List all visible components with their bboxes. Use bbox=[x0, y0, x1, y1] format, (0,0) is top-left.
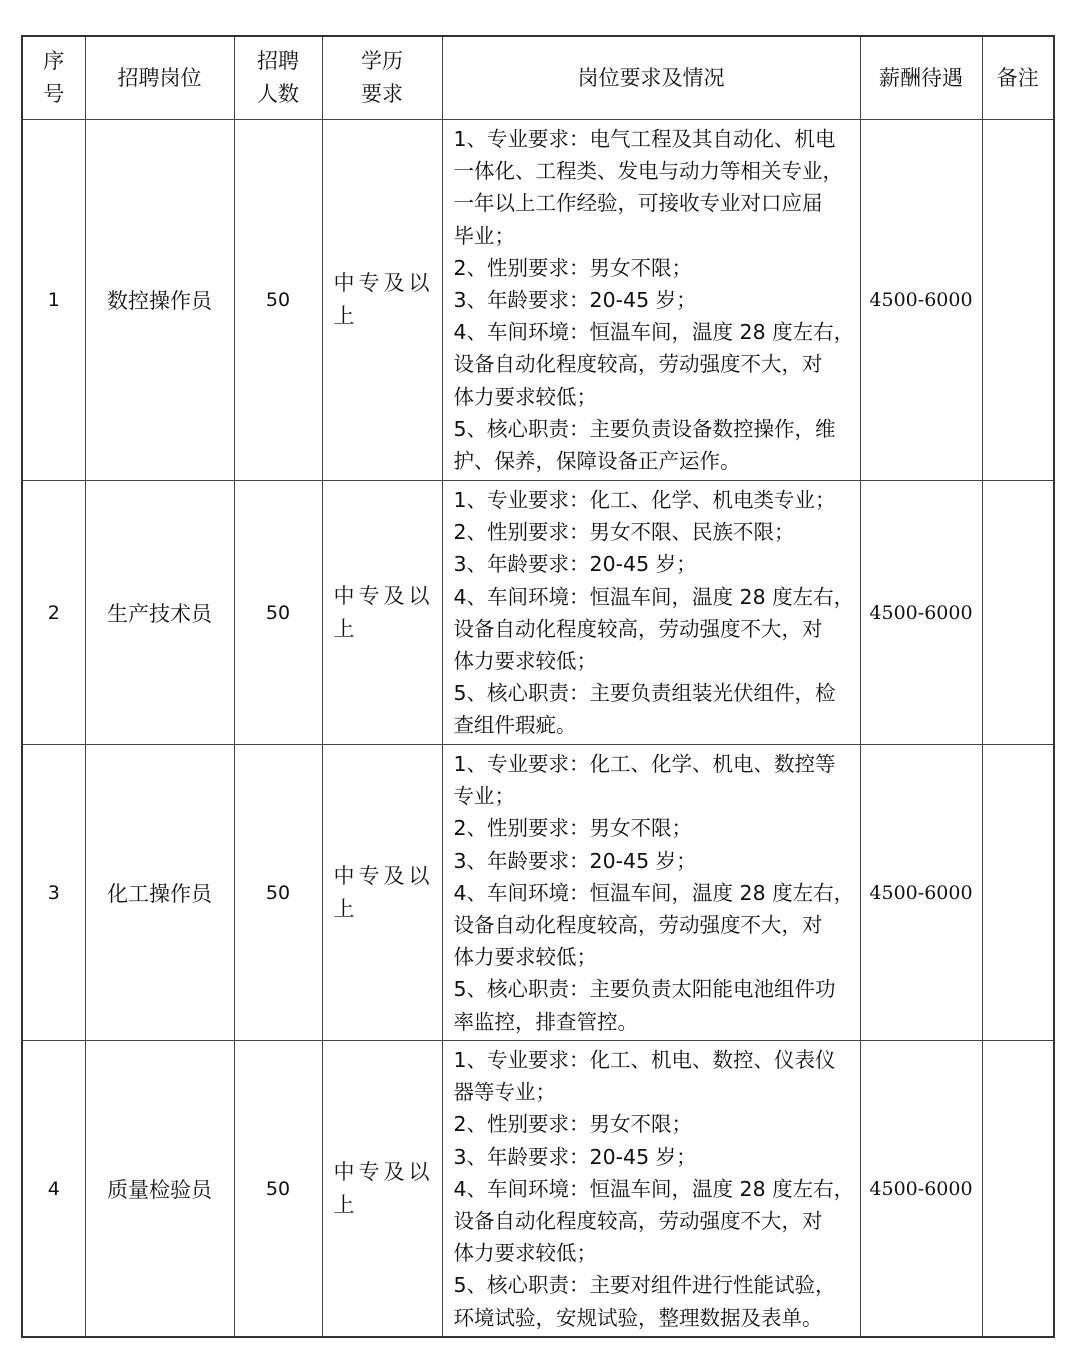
requirement-line: 2、性别要求：男女不限； bbox=[453, 816, 693, 841]
header-education-line: 学历 bbox=[361, 49, 403, 73]
requirement-line: 环境试验，安规试验，整理数据及表单。 bbox=[453, 1305, 823, 1330]
requirement-line: 1、专业要求：电气工程及其自动化、机电 bbox=[453, 127, 836, 151]
education-line: 中专及以 bbox=[333, 863, 434, 888]
header-position: 招聘岗位 bbox=[85, 36, 234, 120]
requirement-line: 5、核心职责：主要负责组装光伏组件，检 bbox=[453, 681, 836, 706]
row-salary: 4500-6000 bbox=[860, 481, 982, 745]
row-remark bbox=[982, 120, 1054, 481]
row-count: 50 bbox=[234, 745, 322, 1041]
row-position: 化工操作员 bbox=[85, 745, 234, 1041]
row-position: 质量检验员 bbox=[85, 1041, 234, 1338]
requirement-line: 3、年龄要求：20-45 岁； bbox=[453, 848, 697, 873]
header-seq-line: 号 bbox=[43, 82, 65, 106]
table-row bbox=[22, 481, 1054, 745]
education-line: 中专及以 bbox=[333, 271, 434, 295]
requirement-line: 2、性别要求：男女不限； bbox=[453, 1112, 693, 1137]
row-requirements bbox=[442, 481, 860, 745]
table-row bbox=[22, 1041, 1054, 1338]
row-seq: 2 bbox=[22, 481, 85, 745]
requirement-line: 1、专业要求：化工、机电、数控、仪表仪 bbox=[453, 1048, 836, 1072]
recruitment-table bbox=[21, 35, 1055, 1338]
requirement-line: 3、年龄要求：20-45 岁； bbox=[453, 552, 697, 577]
requirement-line: 设备自动化程度较高，劳动强度不大，对 bbox=[453, 616, 823, 641]
row-remark bbox=[982, 1041, 1054, 1338]
header-remark: 备注 bbox=[982, 36, 1054, 120]
header-seq bbox=[22, 36, 85, 120]
education-line: 上 bbox=[333, 616, 359, 641]
requirement-line: 4、车间环境：恒温车间，温度 28 度左右， bbox=[453, 320, 855, 345]
education-line: 上 bbox=[333, 304, 359, 328]
requirement-line: 2、性别要求：男女不限、民族不限； bbox=[453, 520, 795, 545]
education-line: 上 bbox=[333, 1192, 359, 1217]
row-education bbox=[322, 1041, 442, 1338]
education-line: 上 bbox=[333, 896, 359, 921]
header-salary: 薪酬待遇 bbox=[860, 36, 982, 120]
requirement-line: 毕业； bbox=[453, 223, 515, 248]
table-row bbox=[22, 745, 1054, 1041]
row-count: 50 bbox=[234, 120, 322, 481]
row-count: 50 bbox=[234, 481, 322, 745]
row-count: 50 bbox=[234, 1041, 322, 1338]
requirement-line: 5、核心职责：主要负责太阳能电池组件功 bbox=[453, 977, 836, 1002]
requirement-line: 5、核心职责：主要对组件进行性能试验， bbox=[453, 1273, 836, 1298]
row-requirements bbox=[442, 745, 860, 1041]
header-education bbox=[322, 36, 442, 120]
row-salary: 4500-6000 bbox=[860, 1041, 982, 1338]
header-requirements: 岗位要求及情况 bbox=[442, 36, 860, 120]
header-count-line: 招聘 bbox=[257, 49, 299, 73]
requirement-line: 专业； bbox=[453, 784, 515, 809]
requirement-line: 体力要求较低； bbox=[453, 1241, 597, 1266]
row-seq: 3 bbox=[22, 745, 85, 1041]
row-salary: 4500-6000 bbox=[860, 745, 982, 1041]
requirement-line: 4、车间环境：恒温车间，温度 28 度左右， bbox=[453, 880, 855, 905]
requirement-line: 设备自动化程度较高，劳动强度不大，对 bbox=[453, 352, 823, 377]
requirement-line: 4、车间环境：恒温车间，温度 28 度左右， bbox=[453, 1176, 855, 1201]
requirement-line: 体力要求较低； bbox=[453, 384, 597, 409]
requirement-line: 一体化、工程类、发电与动力等相关专业， bbox=[453, 159, 843, 184]
requirement-line: 设备自动化程度较高，劳动强度不大，对 bbox=[453, 913, 823, 938]
requirement-line: 一年以上工作经验，可接收专业对口应届 bbox=[453, 191, 823, 216]
requirement-line: 1、专业要求：化工、化学、机电、数控等 bbox=[453, 752, 836, 776]
education-line: 中专及以 bbox=[333, 583, 434, 608]
header-row bbox=[22, 36, 1054, 120]
row-remark bbox=[982, 745, 1054, 1041]
row-education bbox=[322, 745, 442, 1041]
row-position: 数控操作员 bbox=[85, 120, 234, 481]
row-seq: 1 bbox=[22, 120, 85, 481]
requirement-line: 1、专业要求：化工、化学、机电类专业； bbox=[453, 488, 836, 512]
requirement-line: 体力要求较低； bbox=[453, 945, 597, 970]
row-requirements bbox=[442, 1041, 860, 1338]
requirement-line: 设备自动化程度较高，劳动强度不大，对 bbox=[453, 1209, 823, 1234]
requirement-line: 3、年龄要求：20-45 岁； bbox=[453, 288, 697, 313]
row-education bbox=[322, 481, 442, 745]
table-row bbox=[22, 120, 1054, 481]
row-education bbox=[322, 120, 442, 481]
requirement-line: 器等专业； bbox=[453, 1080, 556, 1105]
row-requirements bbox=[442, 120, 860, 481]
header-education-line: 要求 bbox=[361, 82, 403, 106]
header-seq-line: 序 bbox=[43, 49, 65, 73]
header-count-line: 人数 bbox=[257, 82, 299, 106]
requirement-line: 率监控，排查管控。 bbox=[453, 1009, 638, 1034]
header-count bbox=[234, 36, 322, 120]
row-remark bbox=[982, 481, 1054, 745]
requirement-line: 护、保养，保障设备正产运作。 bbox=[453, 449, 741, 474]
requirement-line: 2、性别要求：男女不限； bbox=[453, 255, 693, 280]
requirement-line: 体力要求较低； bbox=[453, 649, 597, 674]
row-salary: 4500-6000 bbox=[860, 120, 982, 481]
requirement-line: 5、核心职责：主要负责设备数控操作，维 bbox=[453, 416, 836, 441]
requirement-line: 4、车间环境：恒温车间，温度 28 度左右， bbox=[453, 584, 855, 609]
row-position: 生产技术员 bbox=[85, 481, 234, 745]
requirement-line: 查组件瑕疵。 bbox=[453, 713, 577, 738]
row-seq: 4 bbox=[22, 1041, 85, 1338]
requirement-line: 3、年龄要求：20-45 岁； bbox=[453, 1144, 697, 1169]
education-line: 中专及以 bbox=[333, 1159, 434, 1184]
